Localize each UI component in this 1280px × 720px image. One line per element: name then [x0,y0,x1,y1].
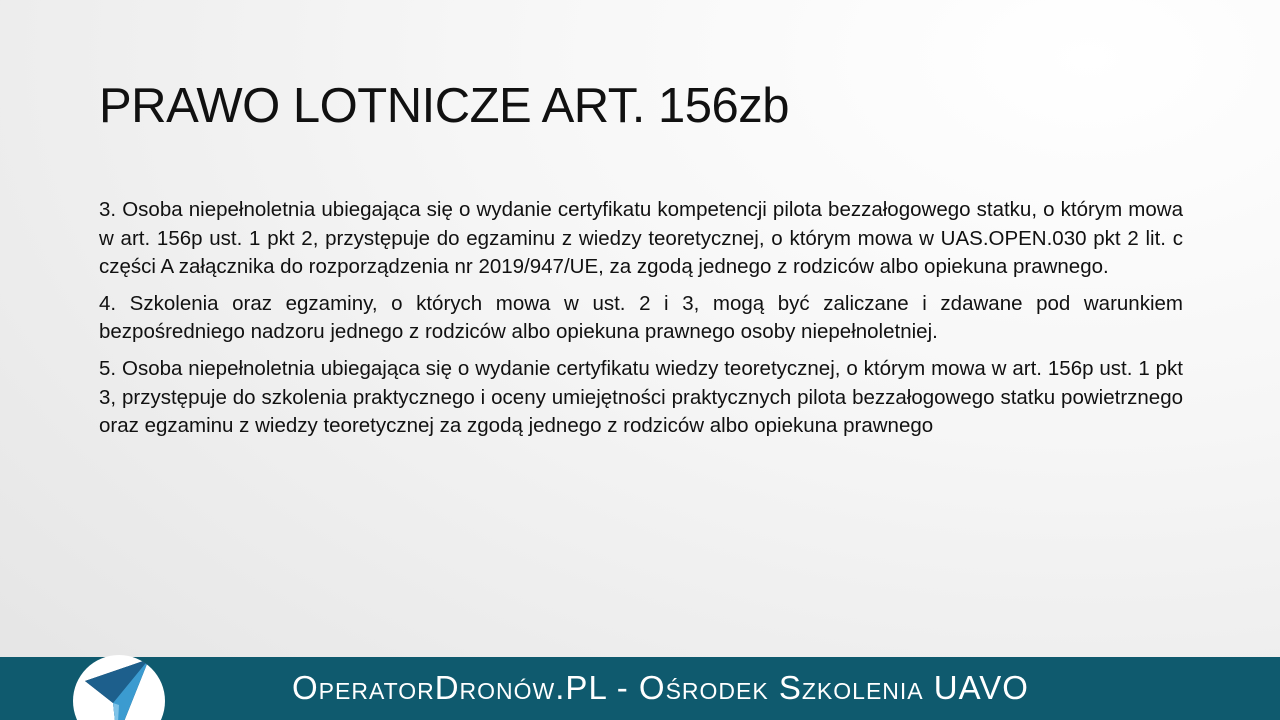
slide-title: PRAWO LOTNICZE ART. 156zb [99,79,790,133]
paper-plane-logo-icon [73,655,165,720]
slide-body [99,196,1183,449]
paragraph-3: 3. Osoba niepełnoletnia ubiegająca się o wydanie certyfikatu kompetencji pilota bezzałogowego statku, o którym mowa w art. 156p ust. 1 pkt 2, przystępuje do egzaminu z wiedzy teoretycznej, o którym mowa w UAS.OPEN.030 pkt 2 lit. c części A załącznika do rozporządzenia nr 2019/947/UE, za zgodą jednego z rodziców albo opiekuna prawnego. [99,198,1183,279]
logo [73,655,165,720]
paragraph-5: 5. Osoba niepełnoletnia ubiegająca się o wydanie certyfikatu wiedzy teoretycznej, o którym mowa w art. 156p ust. 1 pkt 3, przystępuje do szkolenia praktycznego i oceny umiejętności praktycznych pilota bezzałogowego statku powietrznego oraz egzaminu z wiedzy teoretycznej za zgodą jednego z rodziców albo opiekuna prawnego [99,356,1183,438]
footer-text: OperatorDronów.PL - Ośrodek Szkolenia UAVO [292,669,1029,706]
paragraph-4: 4. Szkolenia oraz egzaminy, o których mowa w ust. 2 i 3, mogą być zaliczane i zdawane pod warunkiem bezpośredniego nadzoru jednego z rodziców albo opiekuna prawnego osoby niepełnoletniej. [99,291,1183,344]
